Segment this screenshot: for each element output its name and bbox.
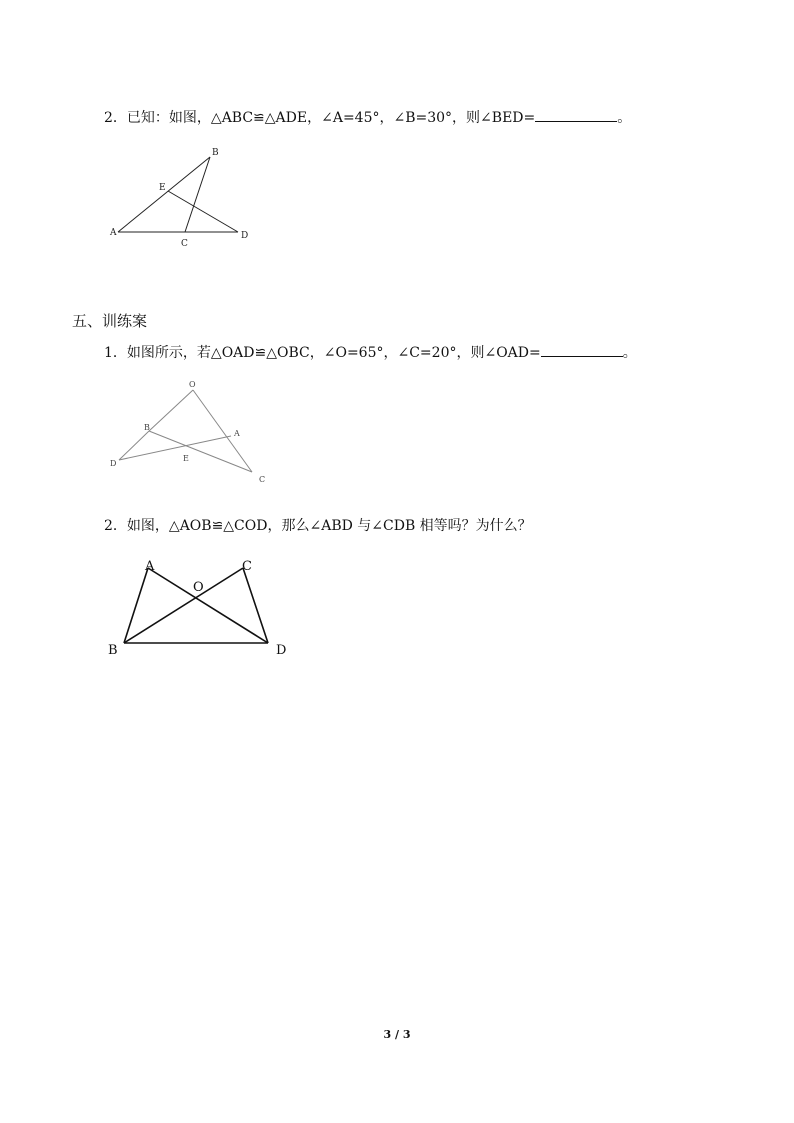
label-d: D [110, 459, 117, 468]
page-number: 3 / 3 [383, 1028, 411, 1041]
segment-cb [124, 568, 243, 643]
segment-dc [243, 568, 268, 643]
section-heading: 五、训练案 [72, 312, 148, 330]
label-a: A [145, 559, 155, 574]
question-body: 已知：如图，△ABC≌△ADE，∠A=45°，∠B=30°，则∠BED= [126, 110, 536, 126]
exercise-1-number: 1． [104, 345, 127, 361]
question-end: 。 [617, 110, 632, 126]
label-b: B [108, 643, 118, 658]
label-c: C [181, 239, 188, 249]
segment-ad [148, 568, 268, 643]
label-c: C [259, 475, 266, 484]
label-c: C [242, 559, 252, 574]
label-e: E [159, 183, 166, 193]
label-d: D [276, 643, 287, 658]
label-d: D [241, 231, 249, 241]
label-e: E [183, 454, 189, 463]
exercise-1-end: 。 [622, 345, 637, 361]
label-b: B [144, 423, 150, 432]
label-a: A [234, 429, 240, 438]
exercise-2-number: 2． [104, 518, 127, 534]
label-a: A [110, 228, 117, 238]
exercise-1-body: 如图所示，若△OAD≌△OBC，∠O=65°，∠C=20°，则∠OAD= [126, 345, 541, 361]
segment-ba [124, 568, 148, 643]
exercise-2-body: 如图，△AOB≌△COD，那么∠ABD 与∠CDB 相等吗？为什么？ [126, 518, 532, 534]
label-o: O [193, 580, 204, 595]
label-b: B [212, 148, 219, 158]
question-number: 2． [104, 110, 127, 126]
label-o: O [189, 380, 196, 389]
